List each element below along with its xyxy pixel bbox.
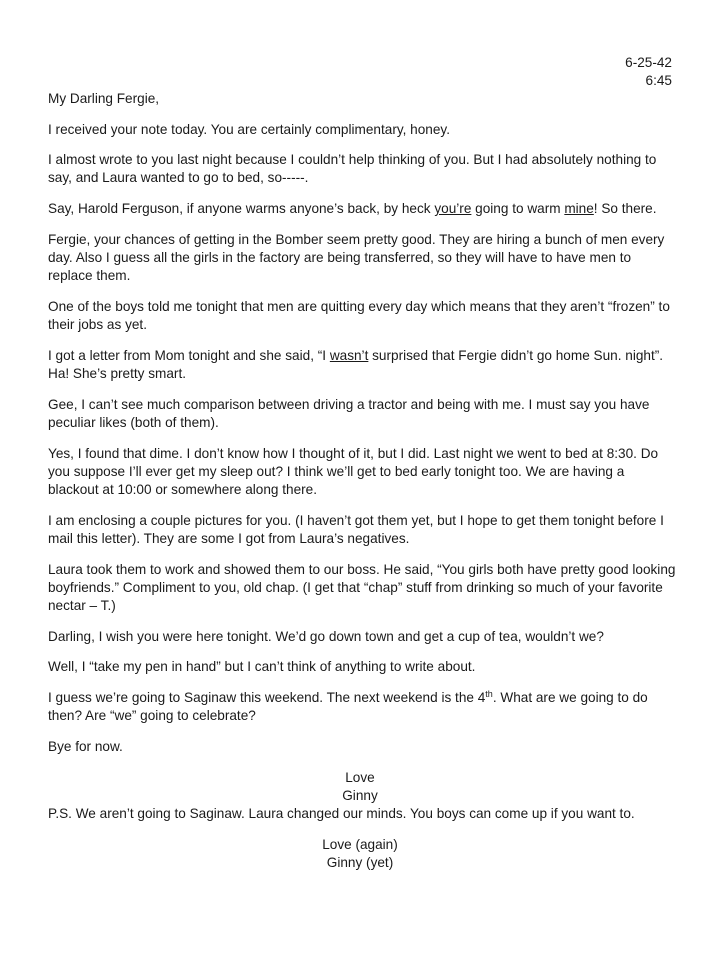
closing2-name: Ginny (yet): [326, 855, 394, 870]
paragraph-9: I am enclosing a couple pictures for you. (I haven’t got them yet, but I hope to get them tonight before I mail this letter). They are some I got from Laura’s negatives.: [48, 513, 664, 546]
closing-signature-2: [0, 836, 720, 872]
paragraph-6-text-b: surprised that Fergie didn’t go home Sun. night”. Ha! She’s pretty smart.: [48, 348, 664, 381]
ordinal-suffix: th: [485, 689, 493, 699]
underlined-mine: mine: [564, 201, 594, 216]
paragraph-3: [48, 200, 678, 218]
paragraph-13-text-b: . What are we going to do then? Are “we” going to celebrate?: [48, 690, 648, 723]
letter-date: 6-25-42: [625, 55, 672, 70]
closing-love: Love: [345, 770, 375, 785]
closing-signature: [0, 769, 720, 805]
paragraph-7: Gee, I can’t see much comparison between driving a tractor and being with me. I must say you have peculiar likes (both of them).: [48, 397, 650, 430]
letter-time: 6:45: [645, 73, 672, 88]
paragraph-11: Darling, I wish you were here tonight. We’d go down town and get a cup of tea, wouldn’t we?: [48, 629, 604, 644]
postscript: P.S. We aren’t going to Saginaw. Laura changed our minds. You boys can come up if you want to.: [48, 806, 635, 821]
paragraph-6-text-a: I got a letter from Mom tonight and she said, “I: [48, 348, 330, 363]
paragraph-14: Bye for now.: [48, 739, 123, 754]
paragraph-4: Fergie, your chances of getting in the Bomber seem pretty good. They are hiring a bunch of men every day. Also I guess all the girls in the factory are being transferred, so they will have to have men to replace them.: [48, 232, 665, 283]
paragraph-6: [48, 347, 678, 383]
underlined-youre: you’re: [434, 201, 472, 216]
date-header: [625, 54, 672, 90]
paragraph-1: I received your note today. You are certainly complimentary, honey.: [48, 122, 450, 137]
paragraph-13-text-a: I guess we’re going to Saginaw this weekend. The next weekend is the 4: [48, 690, 486, 705]
paragraph-5: One of the boys told me tonight that men are quitting every day which means that they aren’t “frozen” to their jobs as yet.: [48, 299, 670, 332]
underlined-wasnt: wasn’t: [329, 348, 369, 363]
paragraph-13: [48, 689, 678, 725]
paragraph-3-text-c: ! So there.: [593, 201, 657, 216]
paragraph-12: Well, I “take my pen in hand” but I can’t think of anything to write about.: [48, 659, 476, 674]
salutation: My Darling Fergie,: [48, 91, 160, 106]
paragraph-2: I almost wrote to you last night because I couldn’t help thinking of you. But I had absolutely nothing to say, and Laura wanted to go to bed, so-----.: [48, 152, 657, 185]
paragraph-3-text-b: going to warm: [471, 201, 565, 216]
closing2-love: Love (again): [322, 837, 398, 852]
paragraph-10: Laura took them to work and showed them to our boss. He said, “You girls both have pretty good looking boyfriends.” Compliment to you, old chap. (I get that “chap” stuff from drinking so much of your favorite nectar – T.): [48, 562, 676, 613]
closing-name: Ginny: [342, 788, 378, 803]
paragraph-8: Yes, I found that dime. I don’t know how I thought of it, but I did. Last night we went to bed at 8:30. Do you suppose I’ll ever get my sleep out? I think we’ll get to bed early tonight too. We are having a blackout at 10:00 or somewhere along there.: [48, 446, 659, 497]
paragraph-3-text-a: Say, Harold Ferguson, if anyone warms anyone’s back, by heck: [48, 201, 435, 216]
